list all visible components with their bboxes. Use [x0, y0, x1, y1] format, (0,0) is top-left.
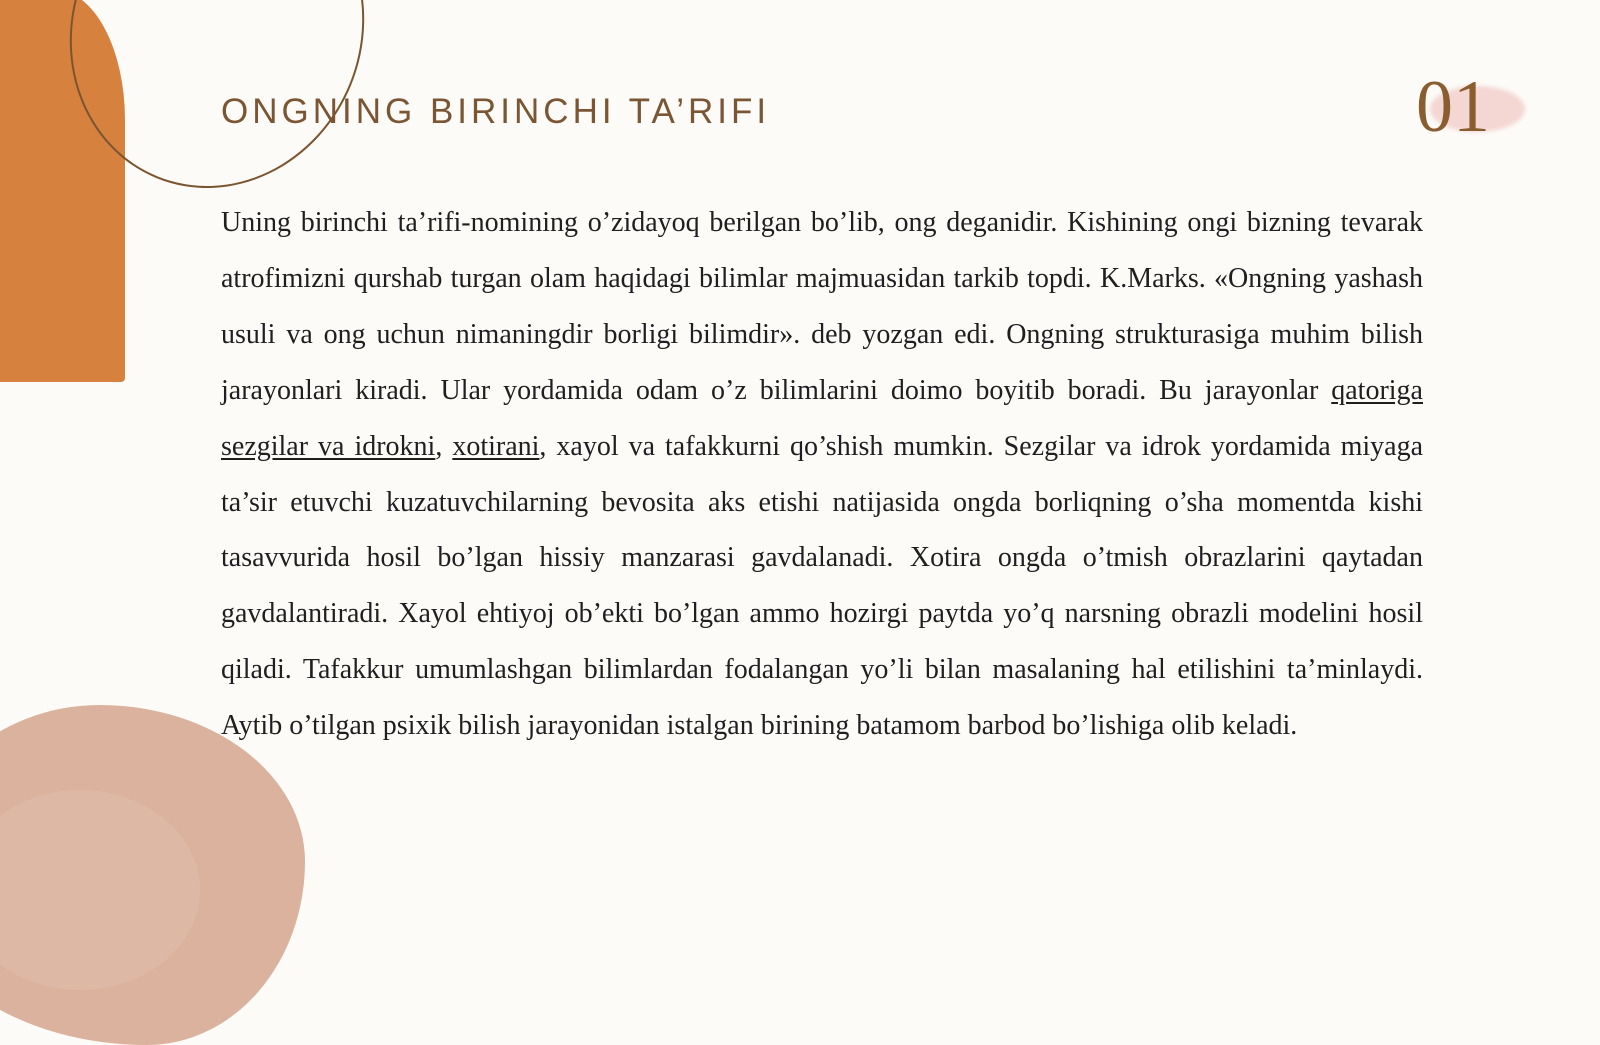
slide-title: ONGNING BIRINCHI TA’RIFI	[221, 92, 771, 131]
body-text-part-1: Uning birinchi ta’rifi-nomining o’zidayoq berilgan bo’lib, ong deganidir. Kishining ongi bizning tevarak atrofimizni qurshab turgan olam haqidagi bilimlar majmuasidan tarkib topdi. K.Marks. «Ongning yashash usuli va ong uchun nimaningdir borligi bilimdir». deb yozgan edi. Ongning strukturasiga muhim bilish jarayonlari kiradi. Ular yordamida odam o’z bilimlarini doimo boyitib boradi. Bu jarayonlar	[221, 207, 1423, 406]
slide-body-text	[221, 195, 1423, 754]
slide-number: 01	[1416, 66, 1490, 148]
link-xotira[interactable]: xotirani	[452, 430, 540, 462]
body-text-part-2: , xayol va tafakkurni qo’shish mumkin. Sezgilar va idrok yordamida miyaga ta’sir etuvchi kuzatuvchilarning bevosita aks etishi natijasida ongda borliqning o’sha momentda kishi tasavvurida hosil bo’lgan hissiy manzarasi gavdalanadi. Xotira ongda o’tmish obrazlarini qaytadan gavdalantiradi. Xayol ehtiyoj ob’ekti bo’lgan ammo hozirgi paytda yo’q narsning obrazli modelini hosil qiladi. Tafakkur umumlashgan bilimlardan fodalangan yo’li bilan masalaning hal etilishini ta’minlaydi. Aytib o’tilgan psixik bilish jarayonidan istalgan birining batamom barbod bo’lishiga olib keladi.	[221, 430, 1424, 742]
link-sezgilar-va-idrok[interactable]: qatoriga sezgilar va idrokni	[221, 374, 1423, 462]
body-text-separator: ,	[435, 430, 453, 462]
